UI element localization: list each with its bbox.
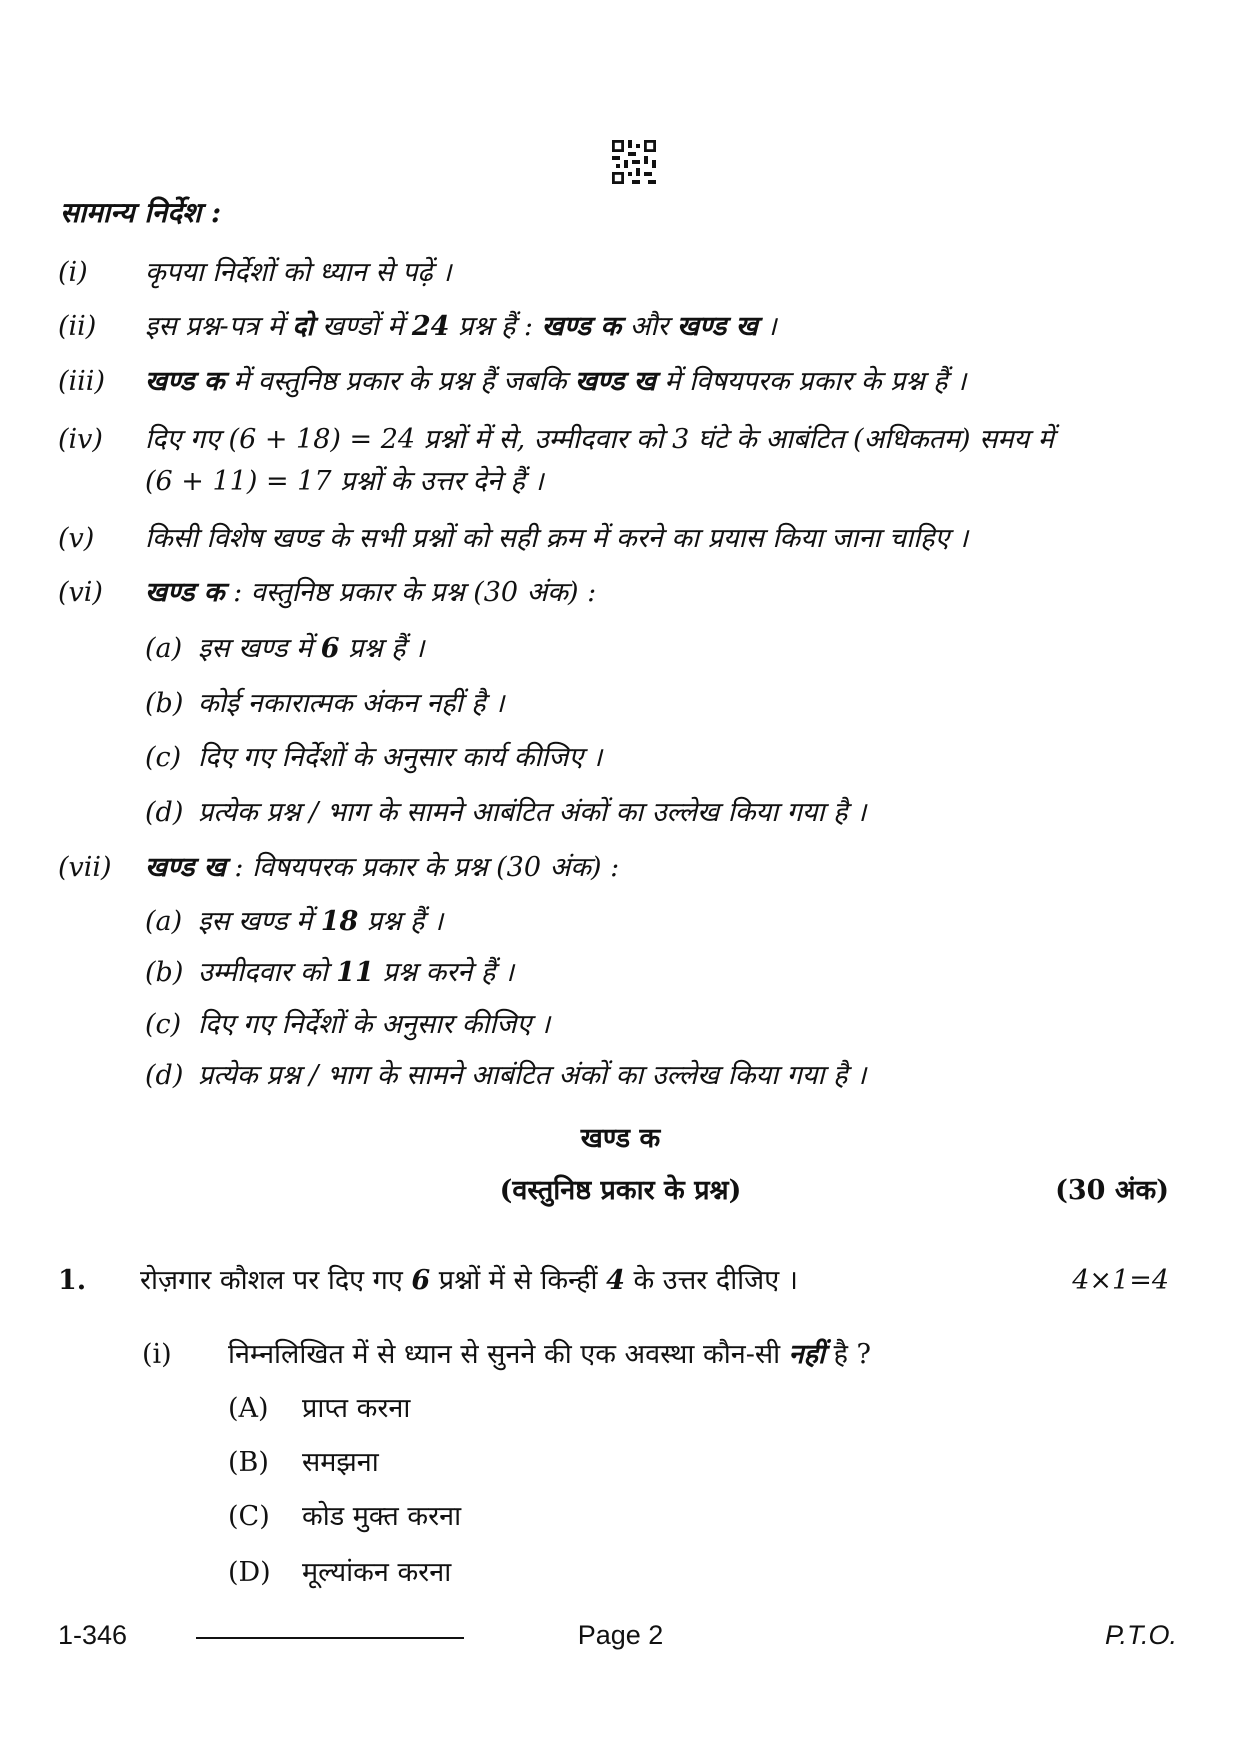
sub-item-number: (d): [145, 1060, 184, 1091]
sub-item-text: दिए गए निर्देशों के अनुसार कीजिए ।: [198, 1009, 551, 1040]
sub-item-number: (c): [145, 1009, 182, 1040]
option-text: मूल्यांकन करना: [302, 1557, 452, 1588]
option-label: (C): [228, 1501, 270, 1532]
item-number: (v): [58, 523, 95, 554]
section-title: खण्ड क: [580, 1123, 661, 1154]
sub-item-text: दिए गए निर्देशों के अनुसार कार्य कीजिए ।: [198, 742, 603, 773]
sub-item-text: इस खण्ड में 18 प्रश्न हैं ।: [198, 906, 444, 937]
sub-item-text: प्रत्येक प्रश्न / भाग के सामने आबंटित अंकों का उल्लेख किया गया है ।: [198, 1060, 867, 1091]
sub-question-number: (i): [142, 1339, 172, 1370]
instruction-text: खण्ड क में वस्तुनिष्ठ प्रकार के प्रश्न हैं जबकि खण्ड ख में विषयपरक प्रकार के प्रश्न हैं ।: [145, 366, 967, 397]
item-number: (iii): [58, 366, 105, 397]
sub-item-number: (d): [145, 797, 184, 828]
instruction-text: (6 + 11) = 17 प्रश्नों के उत्तर देने हैं ।: [145, 466, 544, 497]
pto-label: P.T.O.: [1104, 1620, 1177, 1650]
instruction-text: कृपया निर्देशों को ध्यान से पढ़ें ।: [145, 257, 452, 288]
sub-item-text: इस खण्ड में 6 प्रश्न हैं ।: [198, 633, 425, 664]
page-number: Page 2: [577, 1620, 664, 1650]
question-number: 1.: [58, 1265, 87, 1296]
qr-code: [612, 140, 656, 184]
option-label: (A): [228, 1393, 269, 1424]
sub-item-text: प्रत्येक प्रश्न / भाग के सामने आबंटित अंकों का उल्लेख किया गया है ।: [198, 797, 867, 828]
instructions-heading: सामान्य निर्देश :: [60, 196, 222, 229]
sub-item-number: (a): [145, 633, 183, 664]
section-marks: (30 अंक): [1055, 1175, 1169, 1206]
section-subtitle: (वस्तुनिष्ठ प्रकार के प्रश्न): [499, 1175, 742, 1206]
paper-code: 1-346: [58, 1620, 128, 1650]
option-text: प्राप्त करना: [302, 1393, 411, 1424]
instruction-text: दिए गए (6 + 18) = 24 प्रश्नों में से, उम्मीदवार को 3 घंटे के आबंटित (अधिकतम) समय में: [145, 424, 1054, 455]
item-number: (i): [58, 257, 88, 288]
option-label: (D): [228, 1557, 271, 1588]
sub-item-text: कोई नकारात्मक अंकन नहीं है ।: [198, 688, 505, 719]
instruction-text: इस प्रश्न-पत्र में दो खण्डों में 24 प्रश्न हैं : खण्ड क और खण्ड ख ।: [145, 311, 777, 342]
sub-item-number: (b): [145, 957, 184, 988]
item-number: (vii): [58, 852, 112, 883]
question-marks: 4×1=4: [1072, 1265, 1169, 1296]
sub-item-number: (c): [145, 742, 182, 773]
instruction-text: खण्ड क : वस्तुनिष्ठ प्रकार के प्रश्न (30 अंक) :: [145, 577, 597, 608]
question-text: रोज़गार कौशल पर दिए गए 6 प्रश्नों में से किन्हीं 4 के उत्तर दीजिए ।: [140, 1265, 798, 1296]
instruction-text: खण्ड ख : विषयपरक प्रकार के प्रश्न (30 अंक) :: [145, 852, 620, 883]
option-text: कोड मुक्त करना: [302, 1501, 462, 1532]
item-number: (vi): [58, 577, 103, 608]
option-label: (B): [228, 1447, 269, 1478]
sub-item-number: (b): [145, 688, 184, 719]
option-text: समझना: [302, 1447, 379, 1478]
item-number: (ii): [58, 311, 97, 342]
item-number: (iv): [58, 424, 103, 455]
sub-item-number: (a): [145, 906, 183, 937]
instruction-text: किसी विशेष खण्ड के सभी प्रश्नों को सही क्रम में करने का प्रयास किया जाना चाहिए ।: [145, 523, 969, 554]
sub-item-text: उम्मीदवार को 11 प्रश्न करने हैं ।: [198, 957, 514, 988]
sub-question-text: निम्नलिखित में से ध्यान से सुनने की एक अवस्था कौन-सी नहीं है ?: [228, 1339, 871, 1370]
